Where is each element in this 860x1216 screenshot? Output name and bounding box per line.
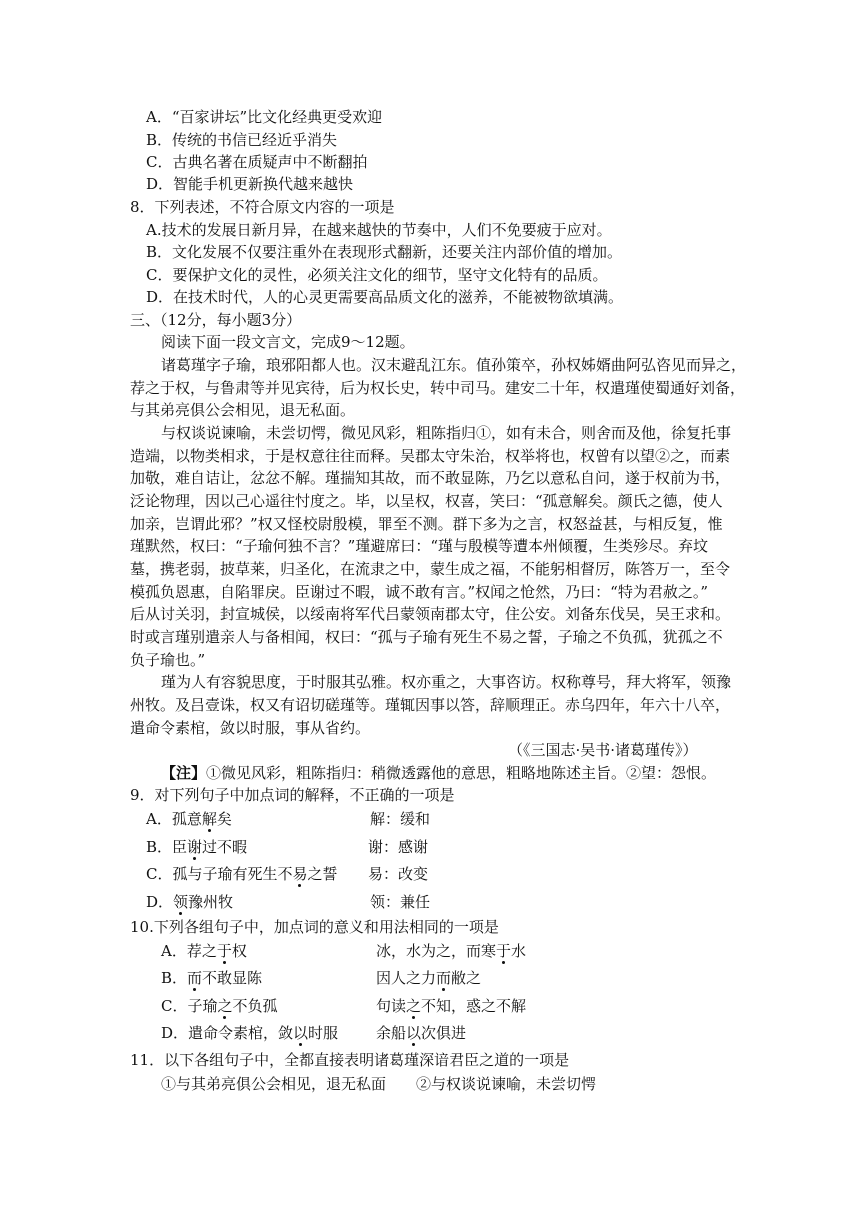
q11-stem: 11．以下各组句子中，全都直接表明诸葛瑾深谙君臣之道的一项是 xyxy=(130,1051,570,1069)
q9-option-d: D．领豫州牧 领：兼任 xyxy=(146,893,431,911)
q10-option-c: C．子瑜之不负孤 句读之不知，惑之不解 xyxy=(161,997,527,1015)
q8-option-b: B．文化发展不仅要注重外在表现形式翻新，还要关注内部价值的增加。 xyxy=(146,243,623,261)
passage-line: 遣命令素棺，敛以时服，事从省约。 xyxy=(130,719,371,737)
q7-option-a: A．“百家讲坛”比文化经典更受欢迎 xyxy=(146,108,383,126)
q10-option-a: A．荐之于权 冰，水为之，而寒于水 xyxy=(161,942,527,960)
q9-gloss: 谢：感谢 xyxy=(368,838,429,856)
passage-line: 与其弟亮俱公会相见，退无私面。 xyxy=(130,401,356,419)
q8-option-a: A.技术的发展日新月异，在越来越快的节奏中，人们不免要疲于应对。 xyxy=(146,221,612,239)
q11-item-1: ①与其弟亮俱公会相见，退无私面 xyxy=(161,1075,387,1093)
passage-line: 时或言瑾别遣亲人与备相闻，权曰：“孤与子瑜有死生不易之誓，子瑜之不负孤，犹孤之不 xyxy=(130,628,723,646)
passage-line: 与权谈说谏喻，未尝切愕，微见风彩，粗陈指归①，如有未合，则舍而及他，徐复托事 xyxy=(161,424,732,442)
q9-option-b: B．臣谢过不暇 谢：感谢 xyxy=(146,838,429,856)
q9-option-a: A．孤意解矣 解：缓和 xyxy=(146,810,431,828)
q10-option-b: B．而不敢显陈 因人之力而敝之 xyxy=(161,969,482,987)
q9-option-c: C．孤与子瑜有死生不易之誓 易：改变 xyxy=(146,865,429,883)
note-label: 【注】 xyxy=(161,764,207,782)
passage-line: 造端，以物类相求，于是权意往往而释。吴郡太守朱治，权举将也，权曾有以望②之，而素 xyxy=(130,447,731,465)
q8-option-d: D．在技术时代，人的心灵更需要高品质文化的滋养，不能被物欲填满。 xyxy=(146,288,624,306)
q11-item-2: ②与权谈说谏喻，未尝切愕 xyxy=(416,1075,597,1093)
q7-option-b: B．传统的书信已经近乎消失 xyxy=(146,131,338,149)
passage-line: 瑾默然，权曰：“子瑜何独不言？”瑾避席曰：“瑾与殷模等遭本州倾覆，生类殄尽。弃坟 xyxy=(130,537,709,555)
passage-line: 加敬，难自诘让，忿忿不解。瑾揣知其故，而不敢显陈，乃乞以意私自问，遂于权前为书， xyxy=(130,469,731,487)
passage-line: 后从讨关羽，封宣城侯，以绥南将军代吕蒙领南郡太守，住公安。刘备东伐吴，吴王求和。 xyxy=(130,605,731,623)
passage-line: 州牧。及吕壹诛，权又有诏切磋瑾等。瑾辄因事以答，辞顺理正。赤乌四年，年六十八卒， xyxy=(130,696,731,714)
note-text: ①微见风彩，粗陈指归：稍微透露他的意思，粗略地陈述主旨。②望：怨恨。 xyxy=(206,764,717,782)
passage-line: 荐之于权，与鲁肃等并见宾待，后为权长史，转中司马。建安二十年，权遣瑾使蜀通好刘备， xyxy=(130,379,746,397)
q8-option-c: C．要保护文化的灵性，必须关注文化的细节，坚守文化特有的品质。 xyxy=(146,266,608,284)
q10-stem: 10.下列各组句子中，加点词的意义和用法相同的一项是 xyxy=(130,918,499,936)
q8-stem: 8．下列表述，不符合原文内容的一项是 xyxy=(130,198,395,216)
section-heading: 三、（12分，每小题3分） xyxy=(130,311,302,329)
passage-line: 诸葛瑾字子瑜，琅邪阳都人也。汉末避乱江东。值孙策卒，孙权姊婿曲阿弘咨见而异之， xyxy=(161,356,747,374)
passage-line: 泛论物理，因以己心遥往忖度之。毕，以呈权，权喜，笑曰：“孤意解矣。颜氏之德，使人 xyxy=(130,492,723,510)
source-citation: （《三国志·吴书·诸葛瑾传》） xyxy=(508,741,698,759)
section-intro: 阅读下面一段文言文，完成9～12题。 xyxy=(161,333,415,351)
q9-gloss: 解：缓和 xyxy=(370,810,431,828)
q9-gloss: 领：兼任 xyxy=(370,893,431,911)
q7-option-c: C．古典名著在质疑声中不断翻拍 xyxy=(146,153,368,171)
q7-option-d: D．智能手机更新换代越来越快 xyxy=(146,175,354,193)
q10-option-d: D．遣命令素棺，敛以时服 余船以次俱进 xyxy=(161,1024,467,1042)
passage-line: 墓，携老弱，披草莱，归圣化，在流隶之中，蒙生成之福，不能躬相督厉，陈答万一，至令 xyxy=(130,560,731,578)
passage-line: 加亲，岂谓此邪？”权又怪校尉殷模，罪至不测。群下多为之言，权怒益甚，与相反复，惟 xyxy=(130,515,723,533)
annotation-note xyxy=(161,762,716,784)
passage-line: 负子瑜也。” xyxy=(130,651,206,669)
passage-line: 瑾为人有容貌思度，于时服其弘雅。权亦重之，大事咨访。权称尊号，拜大将军，领豫 xyxy=(161,673,732,691)
q9-stem: 9．对下列句子中加点词的解释，不正确的一项是 xyxy=(130,786,455,804)
passage-line: 模孤负恩惠，自陷罪戾。臣谢过不暇，诚不敢有言。”权闻之怆然，乃曰：“特为君赦之。” xyxy=(130,583,709,601)
q11-items xyxy=(161,1073,721,1095)
q9-gloss: 易：改变 xyxy=(368,865,429,883)
